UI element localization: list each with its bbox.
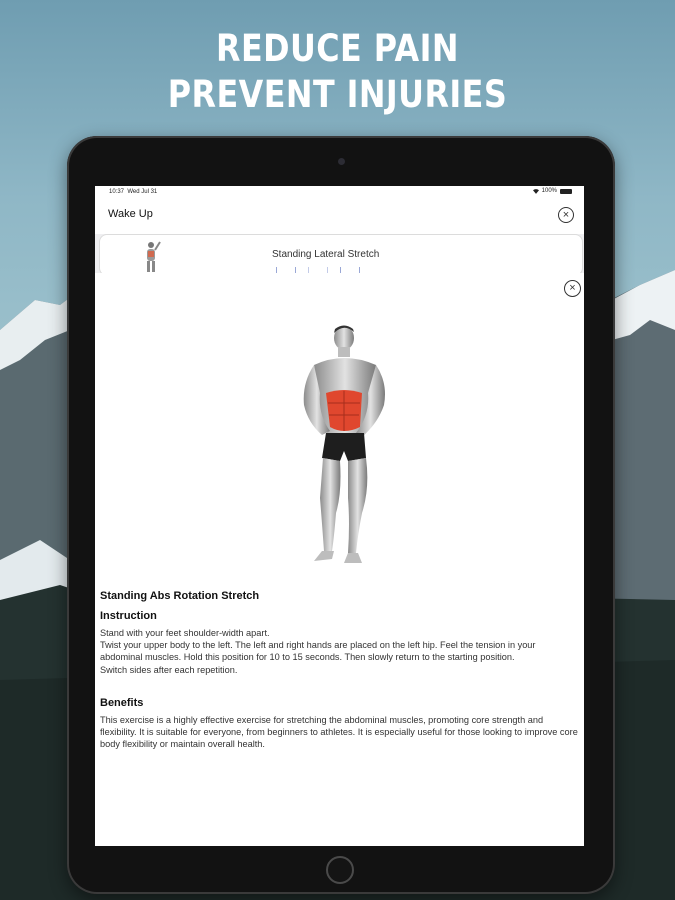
exercise-card[interactable] xyxy=(99,234,583,276)
status-bar xyxy=(95,186,584,198)
mini-figure-icon xyxy=(140,241,162,273)
background-title: Wake Up xyxy=(108,208,153,220)
headline-line-1: REDUCE PAIN xyxy=(216,27,459,70)
status-time: 10:37 Wed Jul 31 xyxy=(109,189,158,195)
headline-line-2: PREVENT INJURIES xyxy=(167,73,508,116)
background-header xyxy=(95,198,584,234)
instruction-heading: Instruction xyxy=(100,610,157,622)
exercise-card-title: Standing Lateral Stretch xyxy=(272,249,380,260)
instruction-text xyxy=(100,627,580,676)
home-button[interactable] xyxy=(326,856,354,884)
exercise-title: Standing Abs Rotation Stretch xyxy=(100,590,260,602)
exercise-illustration xyxy=(292,323,392,568)
background-close-icon[interactable]: × xyxy=(558,207,574,223)
camera-icon xyxy=(338,158,345,165)
benefits-text: This exercise is a highly effective exercise for stretching the abdominal muscles, promoting core strength and flexibility. It is suitable for everyone, from beginners to athletes. It is especially useful for those looking to improve core body flexibility or maintain overall health. xyxy=(100,715,578,750)
tablet-device xyxy=(67,136,615,894)
battery-icon xyxy=(560,189,572,194)
promo-headline xyxy=(0,26,675,118)
benefits-heading: Benefits xyxy=(100,697,144,709)
instruction-line: Switch sides after each repetition. xyxy=(100,664,238,675)
sheet-close-icon[interactable]: × xyxy=(564,280,581,297)
wifi-icon xyxy=(533,189,539,194)
battery-percent: 100% xyxy=(541,188,557,194)
exercise-detail-sheet xyxy=(95,273,584,846)
instruction-line: Twist your upper body to the left. The left and right hands are placed on the left hip. Feel the tension in your abdominal muscles. Hold this position for 10 to 15 seconds. Then slowly return to the starting position. xyxy=(100,640,536,663)
instruction-line: Stand with your feet shoulder-width apart. xyxy=(100,628,270,638)
app-screen xyxy=(95,186,584,846)
status-right xyxy=(533,188,572,194)
